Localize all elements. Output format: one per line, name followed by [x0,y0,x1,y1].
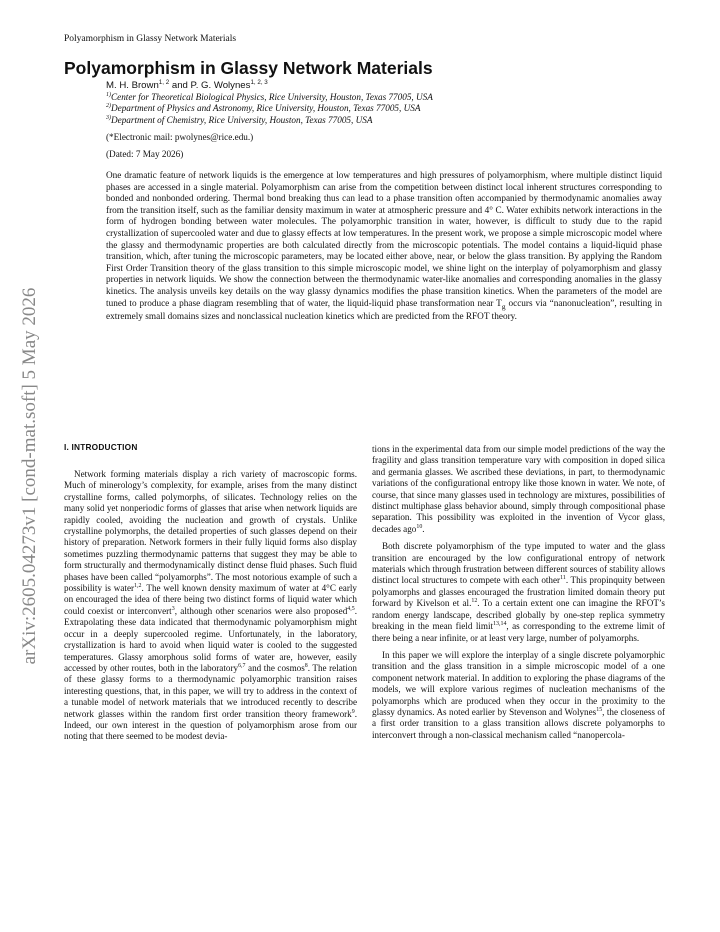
paragraph: tions in the experimental data from our simple model predictions of the way the fragility and glass transition temperature vary with composition in doped silica and germania glasses. We ascribed these deviations, in part, to thermodynamic variations of the configurational entropy like those known in water. We note, of course, that since many glasses used in technology are mixtures, possibilities of distinct multiphase glass behavior abound, simply through compositional phase separation. This possibility was exploited in the invention of Vycor glass, decades ago$^{10}$. [372,444,665,534]
author-list [106,80,433,92]
subscript: g [501,301,506,311]
paragraph: In this paper we will explore the interplay of a single discrete polyamorphic transition and the glass transition in a simple microscopic model of a one component network material. In addition to exploring the phase diagrams of the models, we will explore various regimes of nucleation mechanisms of the polyamorphs which are produced when they occur in the proximity to the glassy dynamics. As noted earlier by Stevenson and Wolynes$^{15}$, the closeness of a first order transition to a glass transition allows discrete polyamorphs to interconvert through a non-classical mechanism called “nanopercola- [372,649,665,740]
citation: 15 [596,706,603,713]
citation: 9 [351,708,355,715]
citation: 4,5 [347,605,355,612]
affiliation-number: 2) [106,103,111,110]
corresponding-email: (*Electronic mail: pwolynes@rice.edu.) [106,132,254,143]
section-heading: I. INTRODUCTION [64,442,138,452]
date-line: (Dated: 7 May 2026) [106,148,184,159]
citation: 13,14 [493,621,507,628]
author-name: P. G. Wolynes [190,80,251,91]
citation: 8 [304,662,308,669]
left-column [64,469,357,743]
paragraph: Both discrete polyamorphism of the type imputed to water and the glass transition are encouraged by the low configurational entropy of network materials which through frustration between different sources of stability allows distinct local structures to compete with each other$^{11}$. This propinquity between polyamorphs and glasses encouraged the frustration limited domain theory put forward by Kivelson et al.$^{12}$. To a certain extent one can imagine the RFOT’s random energy landscape, described globally by one-step replica symmetry breaking in the mean field limit$^{13,14}$, as corresponding to the extreme limit of there being a near infinite, or at least very large, number of polyamorphs. [372,541,666,643]
affiliation: $^{2)}$Department of Physics and Astronomy, Rice University, Houston, Texas 77005, USA [106,103,421,114]
citation: 1,2 [134,583,142,590]
abstract: One dramatic feature of network liquids is the emergence at low temperatures and high pressures of polyamorphism, where multiple distinct liquid phases are accessed in a single material. Polyamorphism can arise from the competition between distinct local inherent structures corresponding to bonded and nonbonded ordering. Thermal bond breaking thus can lead to a phase transition often accompanied by thermodynamic anomalies away from the transition itself, such as the familiar density maximum in water at atmospheric pressure and 4° C. Water exhibits network interactions in the form of hydrogen bonding between water molecules. The polyamorphic transition in water, however, is difficult to study due to the rapid crystallization of supercooled water and due to glassy effects at low temperatures. In the present work, we propose a simple microscopic model where the glassy and thermodynamic properties are both calculated directly from the microscopic potentials. The model contains a liquid-liquid phase transition, which, after tuning the microscopic parameters, may be located either above, near, or below the glass transition. By applying the Random First Order Transition theory of the glass transition to this simple microscopic model, we shine light on the interplay of polyamorphism and glassy properties in network liquids. We show the connection between the thermodynamic water-like anomalies and corresponding anomalies in the glassy kinetics. The analysis unveils key details on the way glassy dynamics modifies the phase transition kinetics. When the parameters of the model are tuned to produce a phase diagram resembling that of water, the liquid-liquid phase transformation near $T_g$ occurs via “nanonucleation”, resulting in extremely small domains sizes and nonclassical nucleation kinetics which are predicted from the RFOT theory. [106,171,662,322]
citation: 6,7 [238,662,246,669]
front-matter [106,80,433,161]
affiliation-number: 3) [106,114,111,121]
citation: 12 [471,598,478,605]
arxiv-identifier: arXiv:2605.04273v1 [cond-mat.soft] 5 May 2026 [19,287,40,665]
paper-title: Polyamorphism in Glassy Network Materials [64,58,433,78]
citation: 3 [171,605,175,612]
author-name: M. H. Brown [106,80,159,91]
affiliation: $^{1)}$Center for Theoretical Biological Physics, Rice University, Houston, Texas 77005, USA [106,91,433,102]
affiliation-marker: 1, 2, 3 [250,78,268,86]
affiliation-marker: 1, 2 [158,78,170,86]
paragraph: Network forming materials display a rich variety of macroscopic forms. Much of minerology’s complexity, for example, arises from the many distinct crystalline forms, called polymorphs, of silicates. Technology relies on the many solid yet nonperiodic forms of glasses that arise when network liquids are rapidly cooled, avoiding the nucleation and growth of crystals. Unlike crystalline polymorphs, the detailed properties of such glasses depend on their history of preparation. Network formers in their fully liquid forms also display sometimes puzzling thermodynamic patterns that suggest they may be able to form structurally and thermodynamically distinct dense fluid phases. Such fluid phases have been called “polyamorphs”. The most notorious example of such a possibility is water$^{1,2}$. The well known density maximum of water at 4°C early on encouraged the idea of there being two distinct forms of liquid water which could coexist or interconvert$^3$, although other scenarios were also proposed$^{4,5}$. Extrapolating these data indicated that thermodynamic polyamorphism might occur in a deeply supercooled regime. Unfortunately, in the laboratory, crystallization is hard to avoid when liquid water is cooled to the suggested temperatures. Glassy amorphous solid forms of water are, however, easily accessed by other routes, both in the laboratory$^{6,7}$ and the cosmos$^8$. The relation of these glassy forms to a thermodynamic polyamorphic transition raises interesting questions, that, in this paper, we will try to address in the context of a tunable model of network materials that we introduced recently to describe network glasses within the random first order transition theory framework$^9$. Indeed, our own interest in the question of polyamorphism arose from our noting that there seemed to be modest devia- [64,469,357,742]
citation: 10 [416,523,423,530]
citation: 11 [560,575,566,582]
affiliation: $^{3)}$Department of Chemistry, Rice University, Houston, Texas 77005, USA [106,114,373,125]
right-column [372,444,665,741]
affiliation-number: 1) [106,91,111,98]
author-conjunction: and [169,80,191,91]
running-head: Polyamorphism in Glassy Network Materials [64,34,237,44]
